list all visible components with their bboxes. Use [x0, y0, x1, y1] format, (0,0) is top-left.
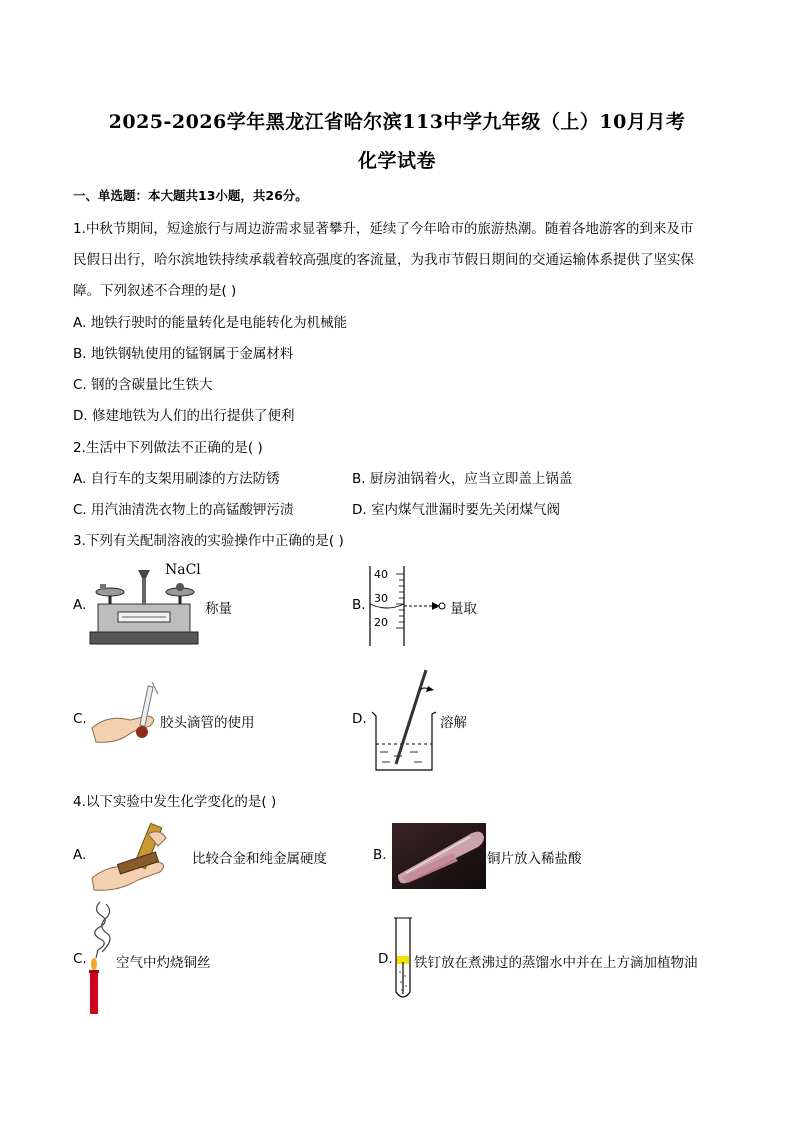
q3-option-d-letter: D.: [352, 711, 367, 727]
cylinder-tick-20: 20: [374, 616, 388, 629]
section-heading-single-choice: 一、单选题：本大题共13小题，共26分。: [73, 188, 308, 203]
q3-option-b-letter: B.: [352, 597, 366, 613]
copper-wire-candle-image: [84, 898, 120, 1016]
q3-option-a-letter: A.: [73, 597, 87, 613]
nacl-label: NaCl: [165, 562, 201, 578]
cylinder-tick-30: 30: [374, 592, 388, 605]
q1-stem-line2: 民假日出行，哈尔滨地铁持续承载着较高强度的客流量，为我市节假日期间的交通运输体系提供了坚实保: [73, 252, 694, 268]
q4-option-c-letter: C.: [73, 951, 87, 967]
beaker-stirring-image: [368, 664, 440, 776]
q1-option-c: C. 钢的含碳量比生铁大: [73, 377, 213, 393]
q1-stem-line1: 1.中秋节期间，短途旅行与周边游需求显著攀升，延续了今年哈市的旅游热潮。随着各地游客的到来及市: [73, 221, 694, 237]
q4-option-a-letter: A.: [73, 847, 87, 863]
q2-option-d: D. 室内煤气泄漏时要先关闭煤气阀: [352, 502, 560, 518]
q1-option-a: A. 地铁行驶时的能量转化是电能转化为机械能: [73, 315, 348, 331]
cylinder-tick-40: 40: [374, 568, 388, 581]
q4-option-d-caption: 铁钉放在煮沸过的蒸馏水中并在上方滴加植物油: [414, 955, 698, 971]
q2-stem: 2.生活中下列做法不正确的是( ): [73, 440, 263, 456]
q2-option-a: A. 自行车的支架用刷漆的方法防锈: [73, 471, 280, 487]
metal-hardness-hands-image: [88, 818, 188, 894]
copper-test-tube-photo: [392, 823, 486, 889]
exam-title-line2: 化学试卷: [357, 150, 436, 172]
q2-option-c: C. 用汽油清洗衣物上的高锰酸钾污渍: [73, 502, 294, 518]
q3-stem: 3.下列有关配制溶液的实验操作中正确的是( ): [73, 533, 344, 549]
q4-option-c-caption: 空气中灼烧铜丝: [116, 955, 211, 971]
q3-option-d-caption: 溶解: [440, 715, 467, 731]
q4-stem: 4.以下实验中发生化学变化的是( ): [73, 794, 277, 810]
q1-option-d: D. 修建地铁为人们的出行提供了便利: [73, 408, 295, 424]
q3-option-b-caption: 量取: [450, 601, 477, 617]
nail-test-tube-image: [392, 916, 414, 1004]
q4-option-d-letter: D.: [378, 951, 393, 967]
q3-option-c-letter: C.: [73, 711, 87, 727]
q4-option-b-caption: 铜片放入稀盐酸: [487, 851, 582, 867]
q1-option-b: B. 地铁钢轨使用的锰钢属于金属材料: [73, 346, 294, 362]
q3-option-a-caption: 称量: [205, 601, 232, 617]
exam-title-line1: 2025-2026学年黑龙江省哈尔滨113中学九年级（上）10月月考: [108, 111, 686, 133]
q1-stem-line3: 障。下列叙述不合理的是( ): [73, 283, 237, 299]
q4-option-b-letter: B.: [373, 847, 387, 863]
q2-option-b: B. 厨房油锅着火，应当立即盖上锅盖: [352, 471, 573, 487]
q4-option-a-caption: 比较合金和纯金属硬度: [192, 851, 327, 867]
q3-option-c-caption: 胶头滴管的使用: [160, 715, 255, 731]
